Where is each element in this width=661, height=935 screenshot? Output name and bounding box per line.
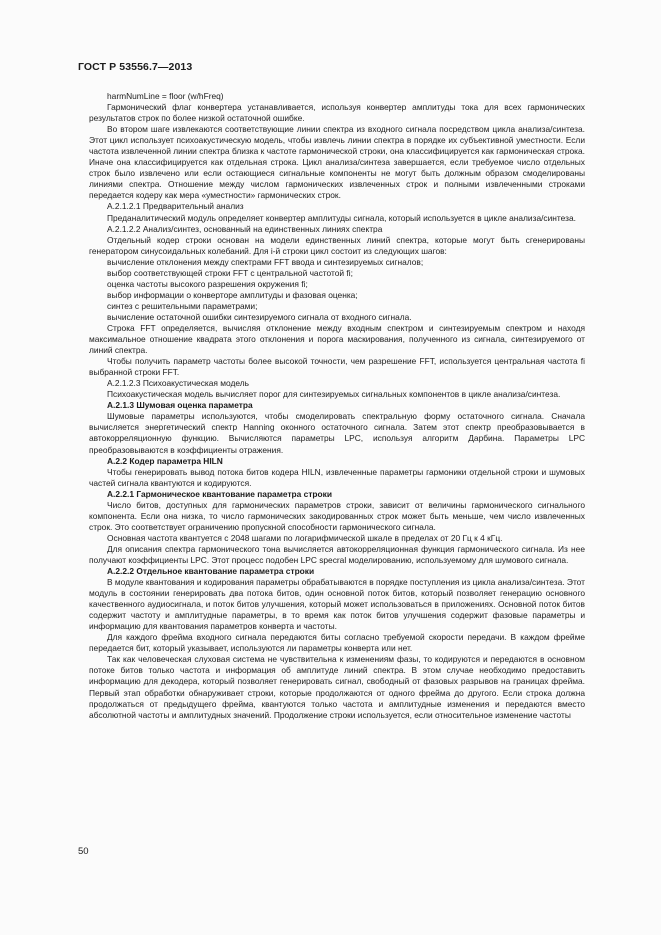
paragraph: вычисление отклонения между спектрами FFT ввода и синтезируемых сигналов;	[107, 256, 424, 267]
paragraph: harmNumLine = floor (w/hFreq)	[107, 91, 224, 101]
paragraph: выбор информации о конверторе амплитуды и фазовая оценка;	[107, 289, 358, 300]
paragraph: Строка FFT определяется, вычисляя отклонение между входным спектром и синтезируемым спектром и находя максимальное отношение квадрата этого отклонения и порога маскирования, полученного из сигнала, синтезируемого от линий спектра.	[89, 322, 585, 356]
paragraph: Чтобы получить параметр частоты более высокой точности, чем разрешение FFT, используется центральная частота fi выбранной строки FFT.	[89, 356, 585, 378]
paragraph: Гармонический флаг конвертера устанавливается, используя конвертер амплитуды тока для всех гармонических результатов строк по более низкой остаточной ошибке.	[89, 102, 585, 124]
paragraph: синтез с решительными параметрами;	[107, 300, 258, 311]
paragraph: A.2.1.3 Шумовая оценка параметра	[107, 400, 253, 411]
paragraph: Психоакустическая модель вычисляет порог для синтезируемых сигнальных компонентов в цикле анализа/синтеза.	[107, 389, 561, 400]
page-number: 50	[78, 846, 89, 857]
paragraph: Число битов, доступных для гармонических параметров строки, зависит от величины гармонического сигнального компонента. Если она низка, то число гармонических закодированных строк может быть меньше, чем число извлеченных строк. Это соответствует ограничению пропускной способности гармонического сигнала.	[89, 499, 585, 532]
paragraph: A.2.2 Кодер параметра HILN	[107, 455, 223, 466]
standard-header: ГОСТ Р 53556.7—2013	[78, 61, 193, 73]
paragraph: Во втором шаге извлекаются соответствующие линии спектра из входного сигнала посредством цикла анализа/синтеза. Этот цикл использует психоакустическую модель, чтобы извлечь линии спектра в порядке их субъективной уместности. Если частота извлеченной линии спектра близка к частоте гармонической строки, она классифицируется как гармоническая строка. Иначе она классифицируется как отдельная строка. Цикл анализа/синтеза завершается, если требуемое число отдельных строк было извлечено или если остающиеся сигнальные компоненты не могут быть должным образом смоделированы линиями спектра. Отношение между числом гармонических извлеченных строк и полными извлеченными строками передается кодеру как мера «уместности» гармонических строк.	[89, 124, 585, 201]
paragraph: Для каждого фрейма входного сигнала передаются биты согласно требуемой скорости передачи. В каждом фрейме передается бит, который указывает, используются ли параметры конверта или нет.	[89, 632, 585, 654]
paragraph: вычисление остаточной ошибки синтезируемого сигнала от входного сигнала.	[107, 311, 412, 322]
paragraph: Преданалитический модуль определяет конвертер амплитуды сигнала, который используется в цикле анализа/синтеза.	[107, 212, 576, 223]
paragraph: выбор соответствующей строки FFT с центральной частотой fi;	[107, 267, 353, 278]
paragraph: Так как человеческая слуховая система не чувствительна к изменениям фазы, то кодируются и передаются в основном потоке битов только частота и информация об амплитуде линий спектра. В этом случае необходимо предоставить информацию для декодера, который позволяет генерировать сигнал, свободный от фазовых разрывов на границах фрейма. Первый этап обработки обнаруживает строки, которые продолжаются от одного фрейма до другого. Если строка должна продолжаться от предыдущего фрейма, квантуются только частота и амплитудные изменения и передаются вместо абсолютной частоты и амплитудных значений. Продолжение строки используется, если относительное изменение частоты	[89, 654, 585, 720]
paragraph: Отдельный кодер строки основан на модели единственных линий спектра, которые могут быть сгенерированы генератором синусоидальных колебаний. Для i-й строки цикл состоит из следующих шагов:	[89, 234, 585, 256]
paragraph: A.2.1.2.1 Предварительный анализ	[107, 201, 244, 212]
document-body	[89, 91, 585, 721]
paragraph: Для описания спектра гармонического тона вычисляется автокорреляционная функция гармонического сигнала. Из нее получают коэффициенты LPC. Этот процесс подобен LPC specral моделированию, используемому для шумового сигнала.	[89, 543, 585, 565]
paragraph: оценка частоты высокого разрешения окружения fi;	[107, 278, 308, 289]
paragraph: В модуле квантования и кодирования параметры обрабатываются в порядке поступления из цикла анализа/синтеза. Этот модуль в состоянии генерировать два потока битов, один основной поток битов, который позволяет генерацию основного качественного аудиосигнала, и поток битов улучшения, который может использоваться в приложениях. Основной поток битов содержит частоту и амплитудные параметры, в то время как поток битов улучшения содержит фазовые параметры и информацию для квантования параметров конверта и частоты.	[89, 577, 585, 632]
paragraph: A.2.2.1 Гармоническое квантование параметра строки	[107, 488, 332, 499]
paragraph: Основная частота квантуется с 2048 шагами по логарифмической шкале в пределах от 20 Гц к 4 кГц.	[107, 532, 503, 543]
paragraph: A.2.1.2.3 Психоакустическая модель	[107, 378, 250, 389]
paragraph: A.2.2.2 Отдельное квантование параметра строки	[107, 566, 315, 577]
paragraph: Чтобы генерировать вывод потока битов кодера HILN, извлеченные параметры гармоники отдельной строки и шумовых частей сигнала квантуются и кодируются.	[89, 466, 585, 488]
paragraph: Шумовые параметры используются, чтобы смоделировать спектральную форму остаточного сигнала. Сначала вычисляется энергетический спектр Hanning оконного остаточного сигнала. Затем этот спектр преобразовывается в автокорреляционную функцию. Вычисляются параметры LPC, используя алгоритм Дарбина. Параметры LPC преобразовываются в коэффициенты отражения.	[89, 411, 585, 455]
paragraph: A.2.1.2.2 Анализ/синтез, основанный на единственных линиях спектра	[107, 223, 383, 234]
